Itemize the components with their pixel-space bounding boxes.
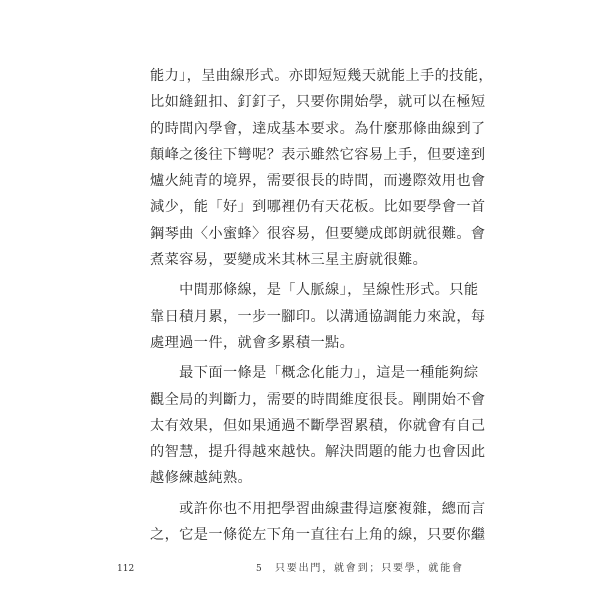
- paragraph-3: [150, 360, 486, 491]
- text-line: 減少，能「好」到哪裡仍有天花板。比如要學會一首: [150, 199, 486, 216]
- text-line: 最下面一條是「概念化能力」，這是一種能夠綜: [150, 365, 479, 382]
- text-line: 太有效果，但如果通過不斷學習累積，你就會有自己: [150, 417, 486, 434]
- text-line: 中間那條線，是「人脈線」，呈線性形式。只能: [150, 282, 479, 299]
- text-line: 煮菜容易，要變成米其林三星主廚就很難。: [150, 252, 428, 269]
- text-line: 比如縫鈕扣、釘釘子，只要你開始學，就可以在極短: [150, 94, 486, 111]
- text-line: 或許你也不用把學習曲線畫得這麼複雜，總而言: [150, 500, 486, 517]
- body-text: [150, 63, 494, 548]
- text-line: 之，它是一條從左下角一直往右上角的線，只要你繼: [150, 527, 486, 544]
- paragraph-1: [150, 63, 494, 273]
- text-line: 鋼琴曲〈小蜜蜂〉很容易，但要變成郎朗就很難。會: [150, 225, 486, 242]
- chapter-title: 只要出門，就會到；只要學，就能會: [275, 563, 464, 574]
- paragraph-2: [150, 277, 486, 356]
- chapter-number: 5: [256, 564, 262, 574]
- page-number: 112: [117, 564, 135, 574]
- paragraph-4: [150, 496, 486, 549]
- text-line: 爐火純青的境界，需要很長的時間，而邊際效用也會: [150, 173, 486, 190]
- text-line: 觀全局的判斷力，需要的時間維度很長。剛開始不會: [150, 391, 486, 408]
- text-line: 的時間內學會，達成基本要求。為什麼那條曲線到了: [150, 120, 486, 137]
- text-line: 處理過一件，就會多累積一點。: [150, 334, 355, 351]
- text-line: 靠日積月累，一步一腳印。以溝通協調能力來說，每: [150, 308, 486, 325]
- page-footer: [0, 562, 607, 578]
- text-line: 顛峰之後往下彎呢？表示雖然它容易上手，但要達到: [150, 146, 486, 163]
- text-line: 越修練越純熟。: [150, 470, 253, 487]
- text-line: 的智慧，提升得越來越快。解決問題的能力也會因此: [150, 444, 486, 461]
- text-line: 能力」，呈曲線形式。亦即短短幾天就能上手的技能，: [150, 68, 494, 84]
